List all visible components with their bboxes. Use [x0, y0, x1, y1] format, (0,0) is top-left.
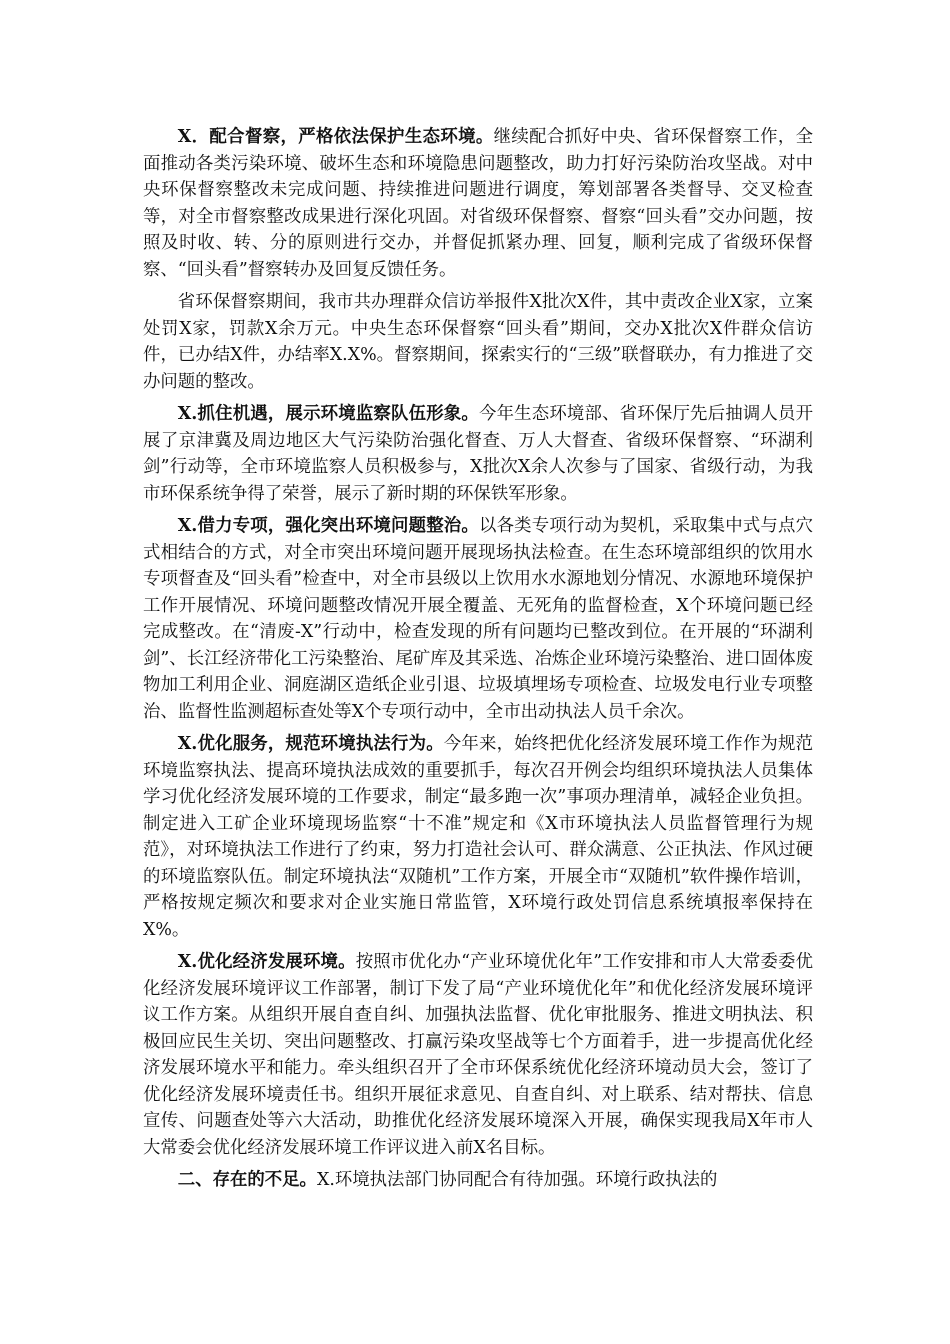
- paragraph-text: 继续配合抓好中央、省环保督察工作，全面推动各类污染环境、破坏生态和环境隐患问题整改，助力打好污染防治攻坚战。对中央环保督察整改未完成问题、持续推进问题进行调度，筹划部署各类督导、交叉检查等，对全市督察整改成果进行深化巩固。对省级环保督察、督察“回头看”交办问题，按照及时收、转、分的原则进行交办，并督促抓紧办理、回复，顺利完成了省级环保督察、“回头看”督察转办及回复反馈任务。: [143, 127, 813, 280]
- paragraph-heading: X.借力专项，强化突出环境问题整治。: [177, 516, 479, 536]
- paragraph-team-image: [143, 401, 813, 507]
- paragraph-heading: X.优化经济发展环境。: [177, 952, 356, 972]
- document-body: [143, 124, 813, 1194]
- paragraph-text: 省环保督察期间，我市共办理群众信访举报件X批次X件，其中责改企业X家，立案处罚X家，罚款X余万元。中央生态环保督察“回头看”期间，交办X批次X件群众信访件，已办结X件，办结率X.X%。督察期间，探索实行的“三级”联督联办，有力推进了交办问题的整改。: [143, 292, 813, 392]
- paragraph-text: X.环境执法部门协同配合有待加强。环境行政执法的: [316, 1170, 718, 1190]
- paragraph-text: 今年生态环境部、省环保厅先后抽调人员开展了京津冀及周边地区大气污染防治强化督查、万人大督查、省级环保督察、“环湖利剑”行动等，全市环境监察人员积极参与，X批次X余人次参与了国家、省级行动，为我市环保系统争得了荣誉，展示了新时期的环保铁军形象。: [143, 404, 813, 504]
- paragraph-inspection-stats: [143, 289, 813, 395]
- paragraph-service-optimization: [143, 731, 813, 943]
- section-heading: 二、存在的不足。: [177, 1170, 317, 1190]
- paragraph-special-actions: [143, 513, 813, 725]
- paragraph-text: 以各类专项行动为契机，采取集中式与点穴式相结合的方式，对全市突出环境问题开展现场执法检查。在生态环境部组织的饮用水专项督查及“回头看”检查中，对全市县级以上饮用水水源地划分情况、水源地环境保护工作开展情况、环境问题整改情况开展全覆盖、无死角的监督检查，X个环境问题已经完成整改。在“清废-X”行动中，检查发现的所有问题均已整改到位。在开展的“环湖利剑”、长江经济带化工污染整治、尾矿库及其采选、冶炼企业环境污染整治、进口固体废物加工利用企业、洞庭湖区造纸企业引退、垃圾填埋场专项检查、垃圾发电行业专项整治、监督性监测超标查处等X个专项行动中，全市出动执法人员千余次。: [143, 516, 813, 722]
- paragraph-text: 按照市优化办“产业环境优化年”工作安排和市人大常委委优化经济发展环境评议工作部署，制订下发了局“产业环境优化年”和优化经济发展环境评议工作方案。从组织开展自查自纠、加强执法监督、优化审批服务、推进文明执法、积极回应民生关切、突出问题整改、打赢污染攻坚战等七个方面着手，进一步提高优化经济发展环境水平和能力。牵头组织召开了全市环保系统优化经济环境动员大会，签订了优化经济发展环境责任书。组织开展征求意见、自查自纠、对上联系、结对帮扶、信息宣传、问题查处等六大活动，助推优化经济发展环境深入开展，确保实现我局X年市人大常委会优化经济发展环境工作评议进入前X名目标。: [143, 952, 813, 1158]
- paragraph-shortcomings: [143, 1167, 813, 1194]
- paragraph-heading: X.抓住机遇，展示环境监察队伍形象。: [177, 404, 479, 424]
- paragraph-economic-environment: [143, 949, 813, 1161]
- paragraph-text: 今年来，始终把优化经济发展环境工作作为规范环境监察执法、提高环境执法成效的重要抓手，每次召开例会均组织环境执法人员集体学习优化经济发展环境的工作要求，制定“最多跑一次”事项办理清单，减轻企业负担。制定进入工矿企业环境现场监察“十不准”规定和《X市环境执法人员监督管理行为规范》，对环境执法工作进行了约束，努力打造社会认可、群众满意、公正执法、作风过硬的环境监察队伍。制定环境执法“双随机”工作方案，开展全市“双随机”软件操作培训，严格按规定频次和要求对企业实施日常监管，X环境行政处罚信息系统填报率保持在X%。: [143, 734, 813, 940]
- paragraph-heading: X.优化服务，规范环境执法行为。: [177, 734, 444, 754]
- paragraph-supervision: [143, 124, 813, 283]
- paragraph-heading: X．配合督察，严格依法保护生态环境。: [177, 127, 494, 147]
